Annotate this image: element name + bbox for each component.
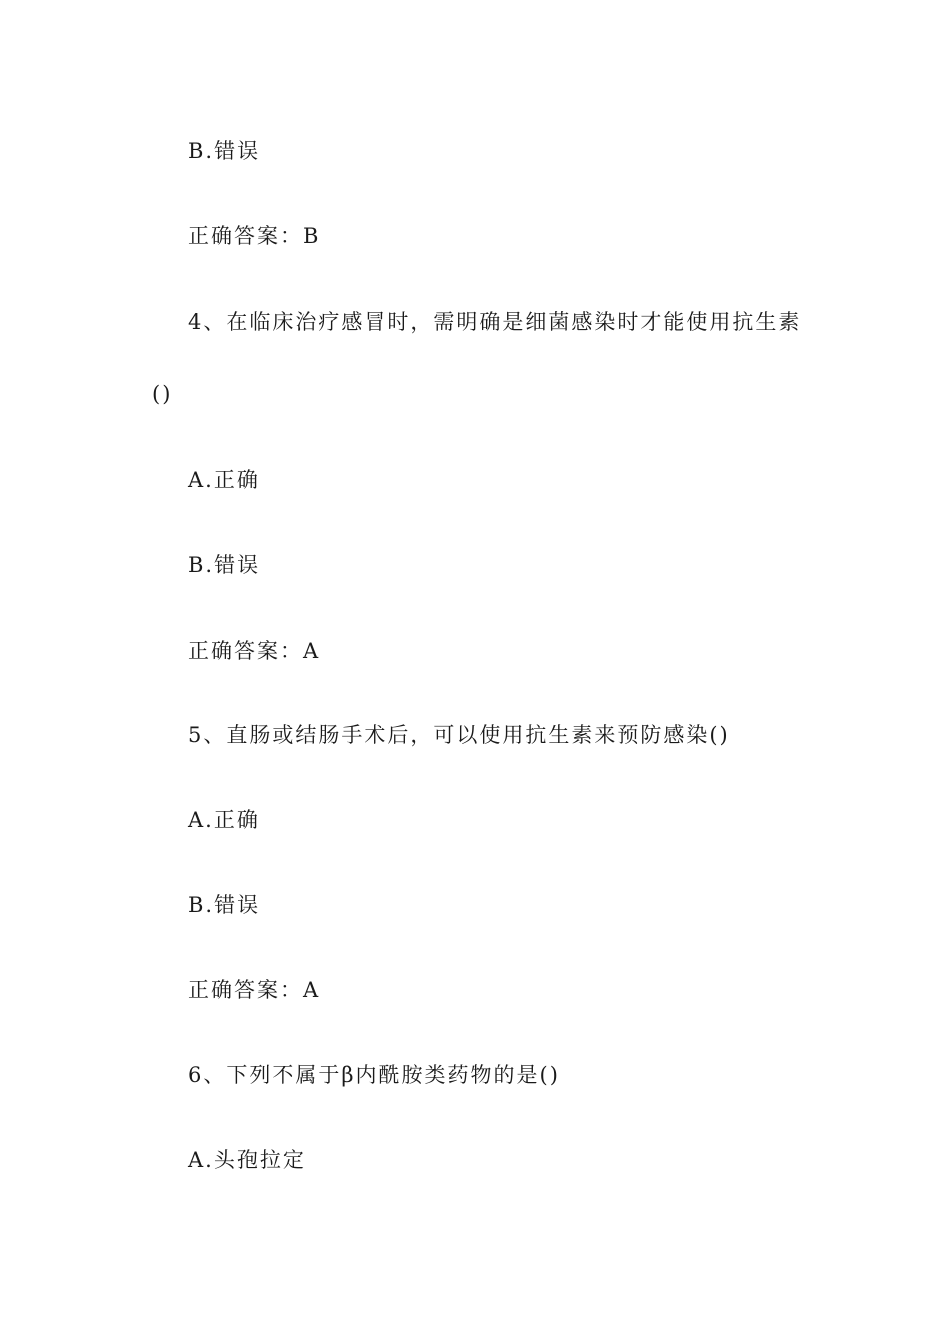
option-a-q6: A.头孢拉定 bbox=[188, 1148, 306, 1172]
option-b-q4: B.错误 bbox=[188, 553, 261, 577]
answer-q4: 正确答案：A bbox=[188, 639, 321, 663]
option-a-q4: A.正确 bbox=[188, 468, 260, 492]
answer-q3: 正确答案：B bbox=[188, 224, 321, 248]
question-4: 4、在临床治疗感冒时，需明确是细菌感染时才能使用抗生素 bbox=[188, 310, 802, 334]
question-4-bracket: () bbox=[152, 382, 173, 406]
option-b-q5: B.错误 bbox=[188, 893, 261, 917]
option-b-q3: B.错误 bbox=[188, 139, 261, 163]
question-5: 5、直肠或结肠手术后，可以使用抗生素来预防感染() bbox=[188, 723, 730, 747]
option-a-q5: A.正确 bbox=[188, 808, 260, 832]
answer-q5: 正确答案：A bbox=[188, 978, 321, 1002]
question-6: 6、下列不属于β内酰胺类药物的是() bbox=[188, 1063, 560, 1087]
